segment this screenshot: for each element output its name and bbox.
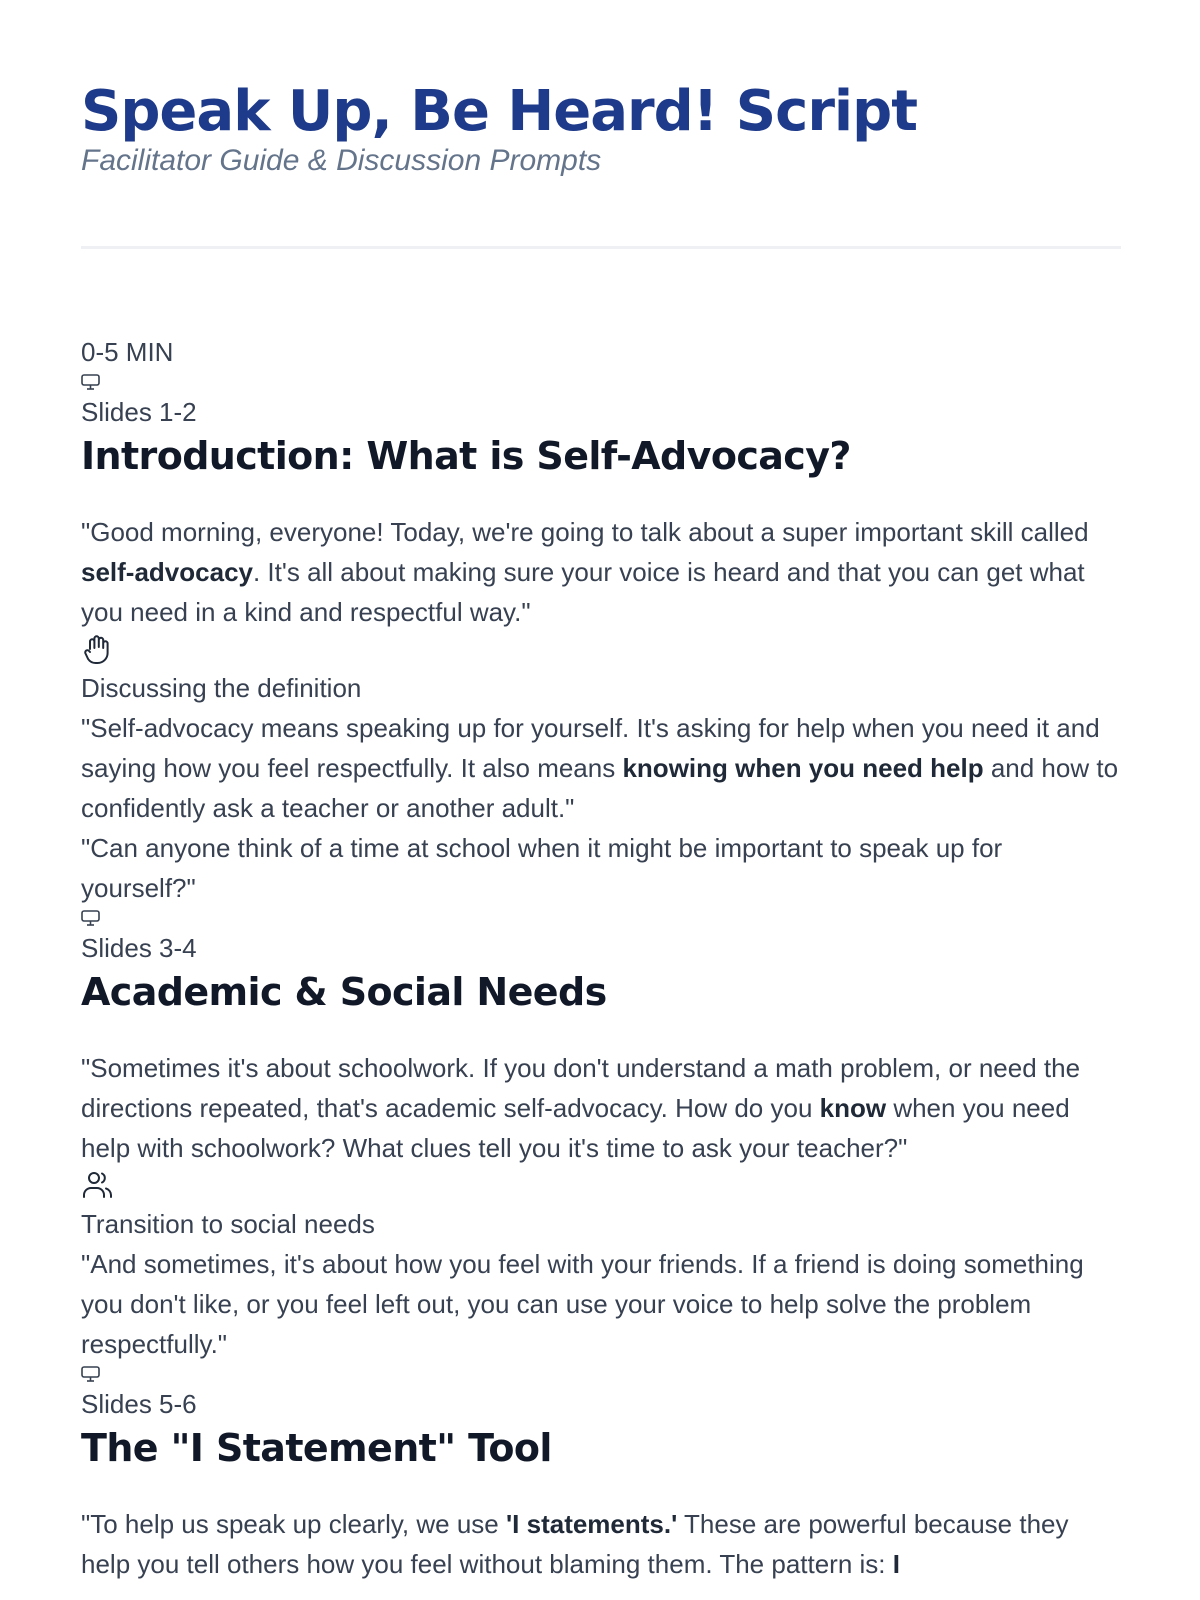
section-title: Academic & Social Needs	[81, 970, 607, 1014]
emphasis-text: self-advocacy	[81, 557, 253, 587]
section-slides: Slides 3-4	[81, 933, 197, 963]
section-title: The "I Statement" Tool	[81, 1426, 552, 1470]
script-content	[81, 332, 1121, 1584]
presentation-icon	[81, 372, 1121, 392]
social-paragraph: "And sometimes, it's about how you feel with your friends. If a friend is doing something you don't like, or you feel left out, you can use your voice to help solve the problem respectfully."	[81, 1249, 1084, 1359]
section-title: Introduction: What is Self-Advocacy?	[81, 434, 851, 478]
page-subtitle: Facilitator Guide & Discussion Prompts	[81, 144, 602, 177]
text-run: . It's all about making sure your voice is heard and that you can get what you need in a kind and respectful way."	[81, 557, 1085, 627]
emphasis-text: knowing when you need help	[622, 753, 984, 783]
definition-paragraph	[81, 708, 1121, 828]
raised-hand-icon	[81, 632, 1121, 668]
text-run: "To help us speak up clearly, we use	[81, 1509, 506, 1539]
text-run: and how to confidently ask a teacher or another adult."	[81, 753, 1119, 823]
page-title: Speak Up, Be Heard! Script	[81, 79, 917, 144]
section-time: 0-5 MIN	[81, 337, 174, 367]
presentation-icon	[81, 908, 1121, 928]
section-i-statement	[81, 1364, 1121, 1584]
script-page	[81, 0, 1121, 1600]
users-icon	[81, 1168, 1121, 1204]
emphasis-text: 'I statements.'	[505, 1509, 678, 1539]
header-divider	[81, 246, 1121, 249]
text-run: These are powerful because they help you tell others how you feel without blaming them. The pattern is:	[81, 1509, 1069, 1579]
section-slides: Slides 5-6	[81, 1389, 197, 1419]
intro-paragraph	[81, 1504, 1121, 1584]
text-run: "Self-advocacy means speaking up for yourself. It's asking for help when you need it and saying how you feel respectfully. It also means	[81, 713, 1100, 783]
intro-paragraph	[81, 512, 1121, 632]
text-run: when you need help with schoolwork? What clues tell you it's time to ask your teacher?"	[81, 1093, 1070, 1163]
text-run: "Sometimes it's about schoolwork. If you don't understand a math problem, or need the directions repeated, that's academic self-advocacy. How do you	[81, 1053, 1081, 1123]
document-header	[81, 74, 1121, 180]
presentation-icon	[81, 1364, 1121, 1384]
emphasis-text: know	[819, 1093, 887, 1123]
section-introduction	[81, 332, 1121, 908]
text-run: "Good morning, everyone! Today, we're going to talk about a super important skill called	[81, 517, 1089, 547]
section-slides: Slides 1-2	[81, 397, 197, 427]
discussion-question: "Can anyone think of a time at school when it might be important to speak up for yourself?"	[81, 833, 1003, 903]
intro-paragraph	[81, 1048, 1121, 1168]
facilitator-note: Transition to social needs	[81, 1209, 375, 1239]
facilitator-note: Discussing the definition	[81, 673, 362, 703]
section-academic-social	[81, 908, 1121, 1364]
emphasis-text: I	[892, 1549, 900, 1579]
